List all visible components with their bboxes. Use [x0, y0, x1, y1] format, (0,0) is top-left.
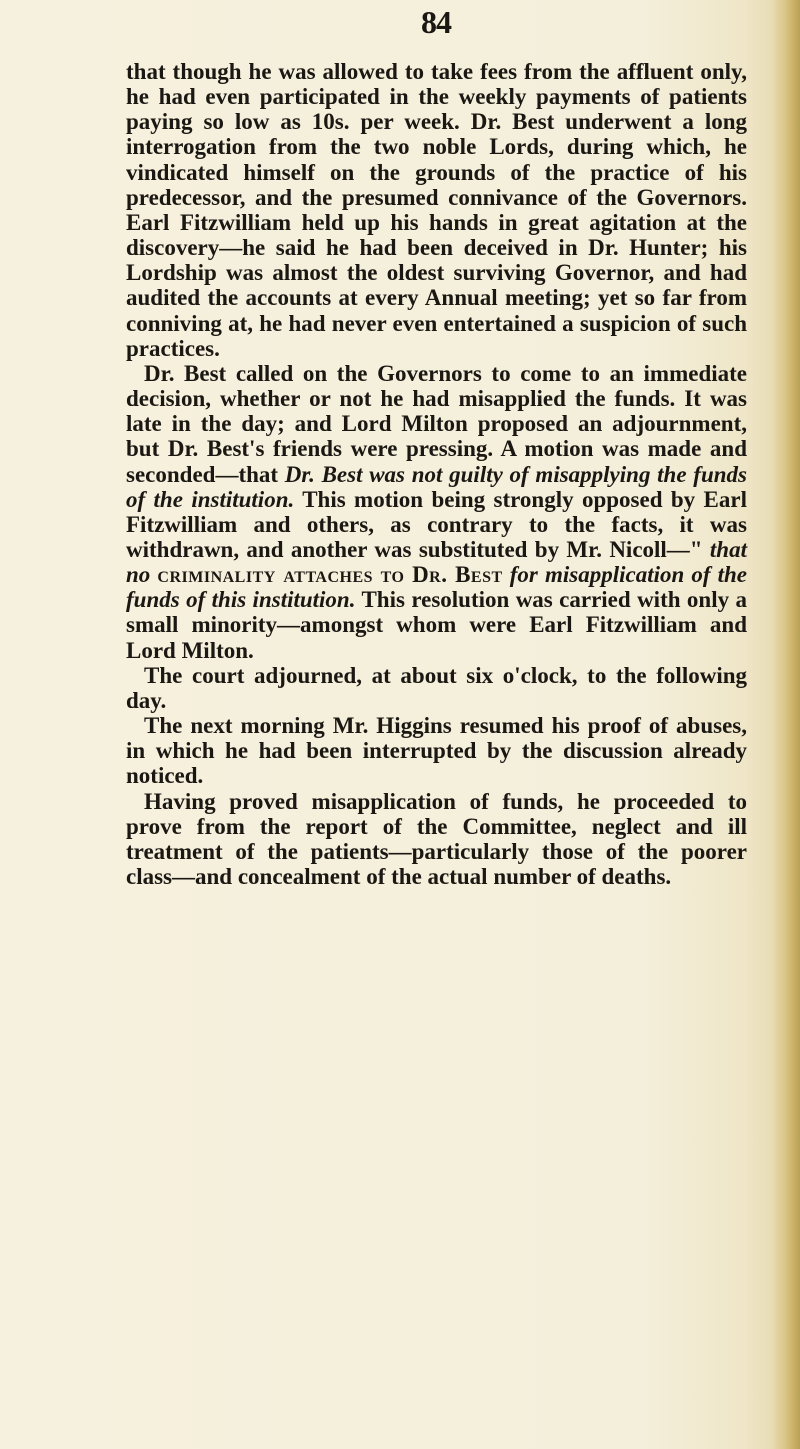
- paragraph-4: The next morning Mr. Higgins resumed his proof of abuses, in which he had been interrupted by the discussion already noticed.: [126, 713, 747, 789]
- page-number: 84: [421, 4, 451, 40]
- withdrawn-motion-text: Dr. Best was not guilty of misapplying the funds of the institution.: [126, 461, 747, 512]
- paragraph-2-middle: This motion being strongly opposed by Earl Fitzwilliam and others, as contrary to the facts, it was withdrawn, and another was substituted by Mr. Nicoll—": [126, 486, 747, 562]
- resolution-that-no: that no: [126, 536, 747, 588]
- paragraph-3: The court adjourned, at about six o'clock, to the following day.: [126, 662, 747, 713]
- resolution-smallcaps: criminality attaches to Dr. Best: [157, 562, 503, 588]
- paragraph-5: Having proved misapplication of funds, he proceeded to prove from the report of the Committee, neglect and ill treatment of the patients—particularly those of the poorer class—and concealment of the actual number of deaths.: [126, 788, 747, 889]
- resolution-italic-tail: for misapplication of the funds of this institution.: [126, 562, 748, 613]
- paragraph-2: [126, 361, 747, 663]
- paragraph-2-lead: Dr. Best called on the Governors to come to an immediate decision, whether or not he had misapplied the funds. It was late in the day; and Lord Milton proposed an adjournment, but Dr. Best's friends were pressing. A motion was made and seconded—that: [126, 360, 747, 487]
- page-edge-shadow: [772, 0, 800, 1449]
- paragraph-1: that though he was allowed to take fees from the affluent only, he had even participated in the weekly payments of patients paying so low as 10s. per week. Dr. Best underwent a long interrogation from the two noble Lords, during which, he vindicated himself on the grounds of the practice of his predecessor, and the presumed connivance of the Governors. Earl Fitzwilliam held up his hands in great agitation at the discovery—he said he had been deceived in Dr. Hunter; his Lordship was almost the oldest surviving Governor, and had audited the accounts at every Annual meeting; yet so far from conniving at, he had never even entertained a suspicion of such practices.: [126, 59, 747, 361]
- body-text: [126, 59, 747, 889]
- paragraph-2-tail: This resolution was carried with only a small minority—amongst whom were Earl Fitzwilliam and Lord Milton.: [126, 587, 747, 663]
